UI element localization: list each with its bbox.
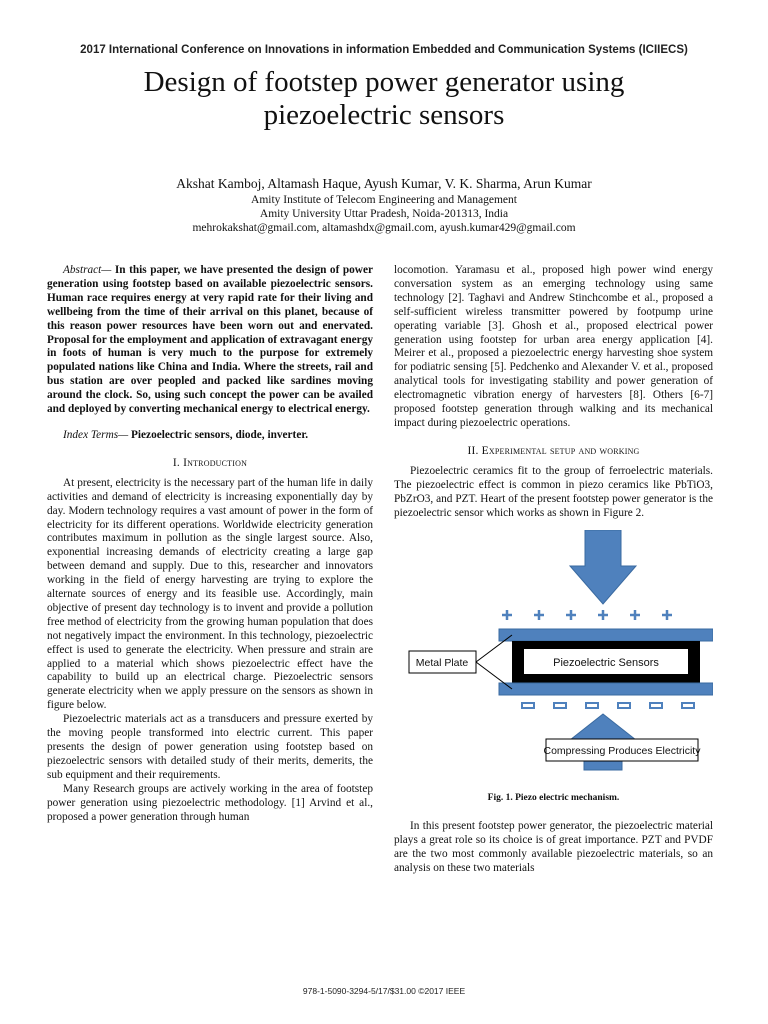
affiliation-1: Amity Institute of Telecom Engineering and Management (251, 194, 517, 206)
section-heading-introduction: I. Introduction (172, 456, 248, 469)
negative-charge-symbols (522, 703, 694, 708)
minus-icon (522, 703, 534, 708)
metal-plate-pointer (476, 635, 512, 662)
intro-continuation: locomotion. Yaramasu et al., proposed high power wind energy conversation system as an emerging technology using same technology [2]. Taghavi and Andrew Stinchcombe et al., proposed a self-sufficient wireless transmitter powered by footpump urine operating variable [3]. Ghosh et al., proposed electrical power generation using footstep for urban area energy application [4]. Meirer et al., proposed a piezoelectric energy harvesting shoe system for podiatric sensing [5]. Pedchenko and Alexander V. et al., proposed analytical tools for investigating stability and power generation of electromagnetic vibration energy of harvesters [8]. Others [6-7] proposed footstep generation through walking and its mechanical impact during piezoelectric operations. (394, 264, 713, 429)
metal-plate-pointer-2 (476, 662, 512, 689)
minus-icon (650, 703, 662, 708)
figure-caption: Fig. 1. Piezo electric mechanism. (487, 793, 620, 804)
index-terms (47, 429, 373, 443)
left-column (47, 264, 373, 824)
intro-paragraph-1: At present, electricity is the necessary part of the human life in daily activities and demand of electricity is increasing exponentially day by day. Modern technology requires a vast amount of power in the form of electricity for its different operations. Worldwide electricity generation contributes maximum in pollution as the single largest source. Also, exponential increasing demands of electricity creating a large gap between demand and supply. Due to this, researcher and innovators working in the field of energy harvesting are trying to explore the alternate sources of energy and its feasible use. Accordingly, main objective of present day technology is to invent and provide a pollution free method of electricity from the growing human population that does not negatively impact the environment. In this technology, piezoelectric effect is used to generate the electricity. When pressure and strain are applied to a material which shows piezoelectric effect have the capability to build up an electrical charge. Piezoelectric sensors generate electricity when we apply pressure on the sensors as shown in figure below. (47, 476, 373, 712)
minus-icon (586, 703, 598, 708)
bottom-metal-plate (499, 683, 713, 695)
plus-icon (598, 610, 608, 620)
abstract (47, 264, 373, 417)
abstract-text: In this paper, we have presented the design of power generation using footstep based on available piezoelectric sensors. Human race requires energy at very rapid rate for their living and wellbeing from the time of their arrival on this planet, because of this reason power resources have been worn out and enervated. Proposal for the employment and application of extravagant energy in foots of human is very much to the purpose for extremely populated nations like China and India. Where the streets, rail and bus station are over peopled and packed like sardines moving around the clock. So, using such concept the power can be availed and deployed by converting mechanical energy to electrical energy. (47, 264, 373, 416)
metal-plate-label: Metal Plate (415, 657, 469, 670)
title-line-2: piezoelectric sensors (263, 99, 505, 131)
piezo-diagram (394, 530, 713, 790)
intro-paragraph-2: Piezoelectric materials act as a transducers and pressure exerted by the moving people transformed into electric current. This paper presents the design of power generation using footstep based on piezoelectric sensors with detailed study of their merits, demerits, the sub equipment and their requirements. (47, 713, 373, 781)
positive-charge-symbols (502, 610, 672, 620)
author-emails: mehrokakshat@gmail.com, altamashdx@gmail.com, ayush.kumar429@gmail.com (192, 222, 576, 234)
piezo-sensor-label: Piezoelectric Sensors (553, 657, 659, 670)
intro-paragraph-3: Many Research groups are actively working in the area of footstep power generation using piezoelectric methodology. [1] Arvind et al., proposed a power generation through human (47, 782, 373, 823)
bottom-label: Compressing Produces Electricity (543, 745, 701, 758)
minus-icon (554, 703, 566, 708)
top-metal-plate (499, 629, 713, 641)
conference-header: 2017 International Conference on Innovations in information Embedded and Communication Systems (ICIIECS) (80, 44, 688, 56)
abstract-label: Abstract— (63, 264, 112, 276)
index-terms-label: Index Terms— (63, 428, 129, 441)
plus-icon (662, 610, 672, 620)
plus-icon (502, 610, 512, 620)
minus-icon (618, 703, 630, 708)
minus-icon (682, 703, 694, 708)
piezo-mechanism-figure (394, 530, 713, 790)
pressure-arrow-down (570, 530, 636, 604)
index-terms-text: Piezoelectric sensors, diode, inverter. (128, 428, 309, 441)
section-heading-experimental: II. Experimental setup and working (467, 444, 640, 457)
experimental-paragraph-2: In this present footstep power generator, the piezoelectric material plays a great role so its choice is of great importance. PZT and PVDF are the two most commonly available piezoelectric materials, so an analysis on these two materials (394, 820, 713, 875)
title-line-1: Design of footstep power generator using (143, 66, 625, 98)
affiliation-2: Amity University Uttar Pradesh, Noida-201313, India (259, 208, 509, 220)
paper-title (60, 66, 708, 132)
authors: Akshat Kamboj, Altamash Haque, Ayush Kumar, V. K. Sharma, Arun Kumar (176, 176, 592, 191)
page-footer: 978-1-5090-3294-5/17/$31.00 ©2017 IEEE (302, 986, 466, 996)
right-column (394, 264, 713, 876)
experimental-paragraph-1: Piezoelectric ceramics fit to the group of ferroelectric materials. The piezoelectric effect is common in piezo ceramics like PbTiO3, PbZrO3, and PZT. Heart of the present footstep power generator is the piezoelectric sensor which works as shown in Figure 2. (394, 464, 713, 519)
plus-icon (566, 610, 576, 620)
plus-icon (534, 610, 544, 620)
plus-icon (630, 610, 640, 620)
